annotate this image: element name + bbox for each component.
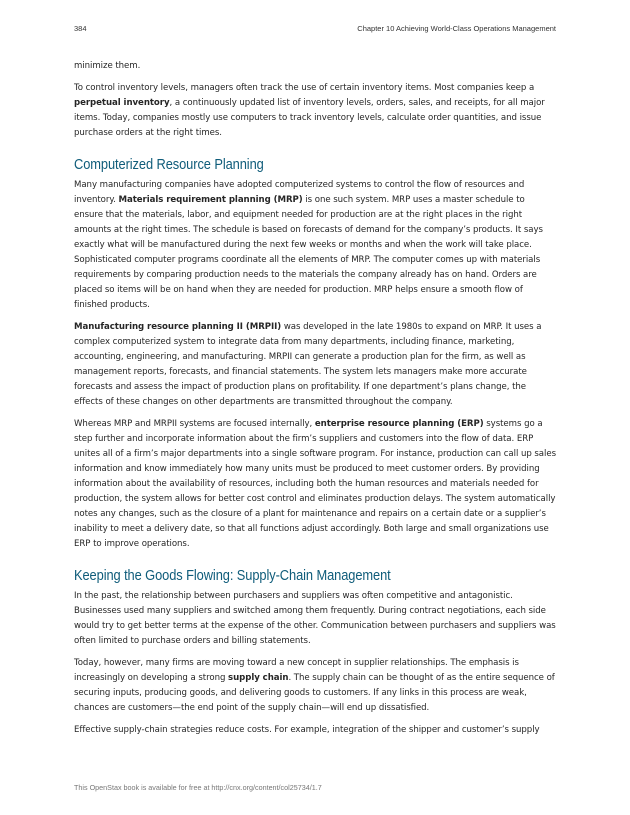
text-run: , a continuously updated list of inventory levels, orders, sales, and receipts, for all major items. Today, companies mostly use computers to track inventory levels, calculate order quantities, and issue purchase orders at the right times. (74, 98, 545, 138)
page-footer: This OpenStax book is available for free at http://cnx.org/content/col25734/1.7 (74, 783, 322, 792)
paragraph-erp (74, 417, 556, 552)
chapter-title: Chapter 10 Achieving World-Class Operations Management (357, 24, 556, 33)
key-term-erp: enterprise resource planning (ERP) (314, 419, 484, 429)
page-header (74, 24, 556, 36)
paragraph-perpetual-inventory (74, 81, 556, 141)
key-term-perpetual-inventory: perpetual inventory (74, 98, 170, 108)
page-body (74, 59, 556, 745)
key-term-mrpii: Manufacturing resource planning II (MRPII) (74, 322, 282, 332)
text-run: Whereas MRP and MRPII systems are focused internally, (74, 419, 315, 429)
paragraph-supply-chain (74, 656, 556, 716)
paragraph-mrpii (74, 320, 556, 410)
text-run: is one such system. MRP uses a master schedule to ensure that the materials, labor, and equipment needed for production are at the right places in the right amounts at the right times. The schedule is based on forecasts of demand for the company’s products. It says exactly what will be manufactured during the next few weeks or months and when the work will take place. Sophisticated computer programs coordinate all the elements of MRP. The computer comes up with materials requirements by comparing production needs to the materials the company already has on hand. Orders are placed so items will be on hand when they are needed for production. MRP helps ensure a smooth flow of finished products. (74, 195, 543, 310)
section-heading-supply-chain-management: Keeping the Goods Flowing: Supply-Chain Management (74, 568, 391, 584)
text-run: Many manufacturing companies have adopted computerized systems to control the flow of resources and inventory. (74, 180, 525, 205)
key-term-supply-chain: supply chain (228, 673, 289, 683)
paragraph-past-relationships: In the past, the relationship between purchasers and suppliers was often competitive and antagonistic. Businesses used many suppliers and switched among them frequently. During contract negotiations, each side would try to get better terms at the expense of the other. Communication between purchasers and suppliers was often limited to purchase orders and billing statements. (74, 591, 556, 646)
page-number: 384 (74, 24, 87, 33)
text-run: was developed in the late 1980s to expand on MRP. It uses a complex computerized system to integrate data from many departments, including finance, marketing, accounting, engineering, and manufacturing. MRPII can generate a production plan for the firm, as well as management reports, forecasts, and financial statements. The system lets managers make more accurate forecasts and assess the impact of production plans on profitability. If one department’s plans change, the effects of these changes on other departments are transmitted throughout the company. (74, 322, 542, 407)
section-heading-computerized-resource-planning: Computerized Resource Planning (74, 157, 264, 173)
paragraph-effective-strategies: Effective supply-chain strategies reduce costs. For example, integration of the shipper and customer’s supply (74, 725, 540, 735)
paragraph-mrp (74, 178, 556, 313)
paragraph-intro-fragment: minimize them. (74, 61, 141, 71)
text-run: . The supply chain can be thought of as the entire sequence of securing inputs, producing goods, and delivering goods to customers. If any links in this process are weak, chances are customers—the end point of the supply chain—will end up dissatisfied. (74, 673, 555, 713)
text-run: Today, however, many firms are moving toward a new concept in supplier relationships. The emphasis is increasingly on developing a strong (74, 658, 519, 683)
text-run: To control inventory levels, managers often track the use of certain inventory items. Most companies keep a (74, 83, 535, 93)
key-term-mrp: Materials requirement planning (MRP) (118, 195, 303, 205)
text-run: systems go a step further and incorporate information about the firm’s suppliers and customers into the flow of data. ERP unites all of a firm’s major departments into a single software program. For instance, production can call up sales information and know immediately how many units must be produced to meet customer orders. By providing information about the availability of resources, including both the human resources and materials needed for production, the system allows for better cost control and eliminates production delays. The system automatically notes any changes, such as the closure of a plant for maintenance and repairs on a certain date or a supplier’s inability to meet a delivery date, so that all functions adjust accordingly. Both large and small organizations use ERP to improve operations. (74, 419, 556, 549)
